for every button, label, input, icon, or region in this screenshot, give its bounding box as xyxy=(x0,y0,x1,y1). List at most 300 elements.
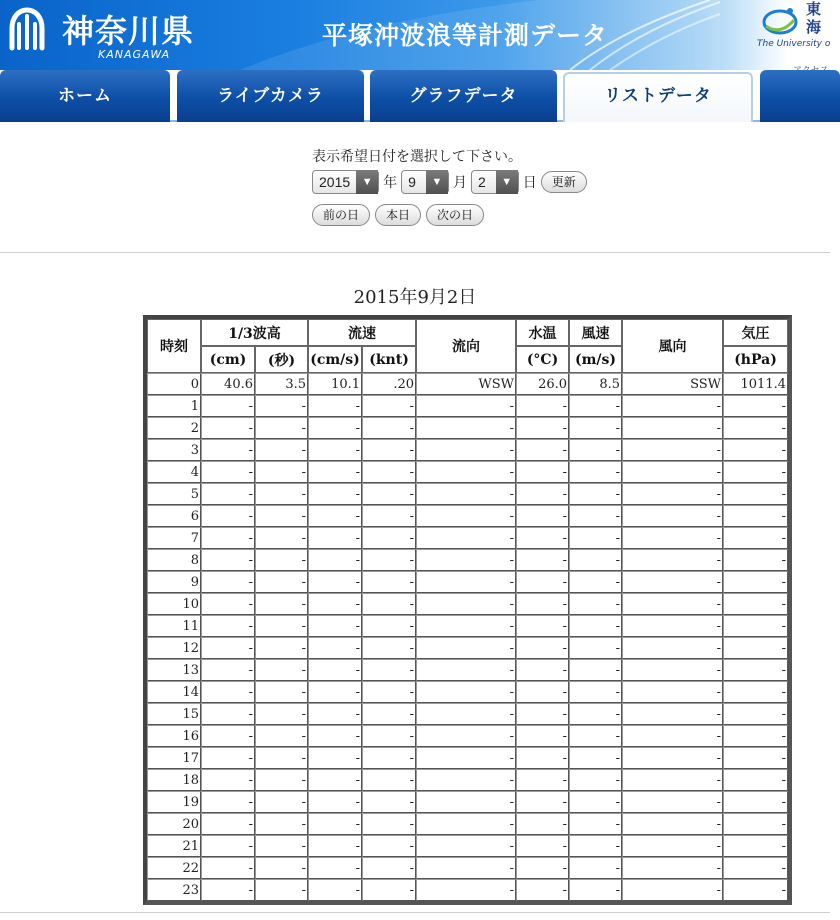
kanagawa-emblem-icon[interactable] xyxy=(4,6,50,52)
cell-wind-direction: - xyxy=(622,615,723,637)
cell-wind-direction: - xyxy=(622,483,723,505)
cell-hour: 14 xyxy=(147,681,201,703)
table-row xyxy=(147,835,788,857)
table-row xyxy=(147,549,788,571)
cell-wind-direction: - xyxy=(622,857,723,879)
cell-hour: 8 xyxy=(147,549,201,571)
cell-pressure: - xyxy=(723,747,788,769)
cell-wave-period: - xyxy=(255,527,308,549)
cell-wave-height: - xyxy=(201,769,255,791)
day-select[interactable] xyxy=(471,170,519,194)
cell-wind-direction: - xyxy=(622,417,723,439)
cell-current-direction: - xyxy=(416,615,516,637)
col-header-time: 時刻 xyxy=(147,319,201,373)
tokai-university-logo-icon[interactable] xyxy=(760,2,800,38)
cell-current-speed-knt: - xyxy=(362,659,416,681)
cell-current-speed-knt: - xyxy=(362,461,416,483)
cell-wind-speed: - xyxy=(569,593,622,615)
tab-live-camera[interactable]: ライブカメラ xyxy=(177,70,364,122)
cell-wave-period: - xyxy=(255,637,308,659)
chevron-down-icon[interactable]: ▼ xyxy=(426,170,448,194)
cell-wind-direction: - xyxy=(622,395,723,417)
cell-hour: 0 xyxy=(147,373,201,395)
cell-hour: 9 xyxy=(147,571,201,593)
cell-water-temp: - xyxy=(516,549,569,571)
cell-wind-speed: - xyxy=(569,549,622,571)
university-name-kanji: 東 海 xyxy=(806,0,822,36)
cell-current-speed-knt: - xyxy=(362,593,416,615)
table-row xyxy=(147,703,788,725)
cell-water-temp: 26.0 xyxy=(516,373,569,395)
cell-hour: 4 xyxy=(147,461,201,483)
table-header-row xyxy=(147,319,788,346)
cell-current-direction: - xyxy=(416,527,516,549)
cell-water-temp: - xyxy=(516,791,569,813)
prev-day-button[interactable]: 前の日 xyxy=(312,204,370,226)
cell-current-speed-cms: - xyxy=(308,725,362,747)
cell-pressure: - xyxy=(723,483,788,505)
main-nav xyxy=(0,70,830,122)
unit-celsius: (°C) xyxy=(516,346,569,373)
table-row xyxy=(147,769,788,791)
col-header-wind-speed: 風速 xyxy=(569,319,622,346)
cell-wind-speed: - xyxy=(569,813,622,835)
tab-list-data[interactable]: リストデータ xyxy=(563,72,753,122)
cell-wind-speed: - xyxy=(569,769,622,791)
cell-wave-period: - xyxy=(255,703,308,725)
cell-wave-height: - xyxy=(201,505,255,527)
cell-current-speed-knt: - xyxy=(362,857,416,879)
cell-hour: 21 xyxy=(147,835,201,857)
month-select-value: 9 xyxy=(408,174,416,190)
cell-wave-height: - xyxy=(201,637,255,659)
cell-water-temp: - xyxy=(516,769,569,791)
table-row xyxy=(147,417,788,439)
day-nav-row xyxy=(312,204,484,226)
cell-pressure: - xyxy=(723,505,788,527)
cell-current-speed-knt: - xyxy=(362,703,416,725)
site-header xyxy=(0,0,830,70)
cell-wind-speed: - xyxy=(569,417,622,439)
cell-wind-direction: - xyxy=(622,835,723,857)
cell-hour: 13 xyxy=(147,659,201,681)
cell-wave-height: - xyxy=(201,835,255,857)
cell-hour: 18 xyxy=(147,769,201,791)
cell-pressure: - xyxy=(723,681,788,703)
cell-current-direction: - xyxy=(416,835,516,857)
cell-wave-height: - xyxy=(201,813,255,835)
cell-current-direction: - xyxy=(416,769,516,791)
cell-wind-direction: - xyxy=(622,461,723,483)
col-header-pressure: 気圧 xyxy=(723,319,788,346)
cell-current-speed-cms: - xyxy=(308,461,362,483)
cell-current-direction: - xyxy=(416,483,516,505)
cell-current-speed-knt: - xyxy=(362,637,416,659)
cell-wind-direction: - xyxy=(622,527,723,549)
cell-wind-direction: - xyxy=(622,571,723,593)
cell-hour: 12 xyxy=(147,637,201,659)
cell-wave-height: - xyxy=(201,791,255,813)
cell-water-temp: - xyxy=(516,395,569,417)
update-button[interactable]: 更新 xyxy=(541,171,587,193)
table-row xyxy=(147,879,788,901)
cell-current-speed-cms: - xyxy=(308,483,362,505)
cell-current-speed-knt: - xyxy=(362,483,416,505)
cell-water-temp: - xyxy=(516,461,569,483)
cell-wind-speed: - xyxy=(569,659,622,681)
cell-current-speed-cms: - xyxy=(308,615,362,637)
table-row xyxy=(147,439,788,461)
cell-current-speed-cms: - xyxy=(308,703,362,725)
cell-wind-direction: - xyxy=(622,505,723,527)
cell-pressure: - xyxy=(723,439,788,461)
col-header-current-speed: 流速 xyxy=(308,319,416,346)
cell-pressure: 1011.4 xyxy=(723,373,788,395)
year-select-value: 2015 xyxy=(319,174,351,190)
cell-current-direction: - xyxy=(416,791,516,813)
col-header-water-temp: 水温 xyxy=(516,319,569,346)
table-row xyxy=(147,527,788,549)
cell-wave-period: - xyxy=(255,505,308,527)
cell-current-speed-cms: - xyxy=(308,593,362,615)
cell-hour: 23 xyxy=(147,879,201,901)
cell-pressure: - xyxy=(723,725,788,747)
cell-pressure: - xyxy=(723,835,788,857)
unit-cm-per-s: (cm/s) xyxy=(308,346,362,373)
table-row xyxy=(147,857,788,879)
cell-wave-period: - xyxy=(255,549,308,571)
cell-current-direction: - xyxy=(416,879,516,901)
cell-current-speed-knt: - xyxy=(362,769,416,791)
cell-water-temp: - xyxy=(516,835,569,857)
cell-pressure: - xyxy=(723,571,788,593)
cell-wind-speed: - xyxy=(569,703,622,725)
cell-wind-direction: - xyxy=(622,879,723,901)
cell-pressure: - xyxy=(723,527,788,549)
site-title: 平塚沖波浪等計測データ xyxy=(322,21,609,50)
today-button[interactable]: 本日 xyxy=(375,204,421,226)
cell-current-speed-cms: - xyxy=(308,527,362,549)
cell-wind-speed: - xyxy=(569,835,622,857)
cell-current-speed-cms: - xyxy=(308,659,362,681)
cell-wind-speed: 8.5 xyxy=(569,373,622,395)
cell-wind-speed: - xyxy=(569,681,622,703)
cell-current-speed-cms: - xyxy=(308,769,362,791)
prefecture-name-en: KANAGAWA xyxy=(98,48,171,61)
cell-wave-height: - xyxy=(201,659,255,681)
cell-water-temp: - xyxy=(516,571,569,593)
col-header-wave: 1/3波高 xyxy=(201,319,308,346)
cell-wave-height: - xyxy=(201,395,255,417)
cell-current-speed-knt: - xyxy=(362,527,416,549)
cell-current-speed-cms: - xyxy=(308,439,362,461)
cell-wave-height: - xyxy=(201,527,255,549)
cell-wind-speed: - xyxy=(569,637,622,659)
cell-wave-height: - xyxy=(201,747,255,769)
cell-current-speed-knt: .20 xyxy=(362,373,416,395)
cell-wave-period: - xyxy=(255,615,308,637)
table-row xyxy=(147,395,788,417)
selector-instruction: 表示希望日付を選択して下さい。 xyxy=(312,149,522,165)
cell-wind-direction: - xyxy=(622,725,723,747)
year-select[interactable] xyxy=(312,170,379,194)
table-row xyxy=(147,615,788,637)
cell-wave-period: - xyxy=(255,659,308,681)
cell-wave-height: - xyxy=(201,857,255,879)
cell-wave-period: - xyxy=(255,769,308,791)
cell-pressure: - xyxy=(723,813,788,835)
cell-water-temp: - xyxy=(516,747,569,769)
cell-water-temp: - xyxy=(516,505,569,527)
table-row xyxy=(147,747,788,769)
cell-current-speed-knt: - xyxy=(362,417,416,439)
unit-hpa: (hPa) xyxy=(723,346,788,373)
divider xyxy=(0,252,830,253)
cell-wave-height: - xyxy=(201,615,255,637)
cell-current-direction: - xyxy=(416,659,516,681)
col-header-wind-direction: 風向 xyxy=(622,319,723,373)
cell-wave-period: - xyxy=(255,681,308,703)
next-day-button[interactable]: 次の日 xyxy=(426,204,484,226)
cell-wave-period: - xyxy=(255,395,308,417)
cell-current-speed-knt: - xyxy=(362,879,416,901)
cell-water-temp: - xyxy=(516,813,569,835)
cell-wave-period: - xyxy=(255,439,308,461)
cell-wind-speed: - xyxy=(569,857,622,879)
cell-current-direction: - xyxy=(416,549,516,571)
cell-pressure: - xyxy=(723,637,788,659)
prefecture-name[interactable]: 神奈川県 xyxy=(62,12,195,50)
cell-current-speed-cms: - xyxy=(308,835,362,857)
cell-wave-height: - xyxy=(201,417,255,439)
day-unit-label: 日 xyxy=(522,175,537,191)
cell-wind-direction: - xyxy=(622,637,723,659)
cell-hour: 2 xyxy=(147,417,201,439)
hourly-data-table xyxy=(143,315,792,905)
cell-current-speed-cms: - xyxy=(308,681,362,703)
cell-water-temp: - xyxy=(516,593,569,615)
cell-current-speed-knt: - xyxy=(362,571,416,593)
cell-pressure: - xyxy=(723,879,788,901)
cell-current-speed-knt: - xyxy=(362,835,416,857)
cell-current-direction: - xyxy=(416,637,516,659)
cell-wave-period: - xyxy=(255,791,308,813)
cell-current-direction: - xyxy=(416,417,516,439)
year-unit-label: 年 xyxy=(383,175,398,191)
cell-current-speed-cms: - xyxy=(308,637,362,659)
cell-wind-speed: - xyxy=(569,483,622,505)
unit-seconds: (秒) xyxy=(255,346,308,373)
cell-current-direction: - xyxy=(416,857,516,879)
cell-hour: 6 xyxy=(147,505,201,527)
day-select-value: 2 xyxy=(477,174,486,190)
cell-wind-direction: - xyxy=(622,703,723,725)
cell-hour: 19 xyxy=(147,791,201,813)
cell-wave-period: - xyxy=(255,417,308,439)
cell-current-direction: WSW xyxy=(416,373,516,395)
table-row xyxy=(147,461,788,483)
cell-current-direction: - xyxy=(416,461,516,483)
cell-wind-direction: - xyxy=(622,439,723,461)
date-select-row xyxy=(312,170,587,194)
table-row xyxy=(147,791,788,813)
cell-hour: 7 xyxy=(147,527,201,549)
cell-pressure: - xyxy=(723,703,788,725)
cell-wave-period: - xyxy=(255,813,308,835)
cell-hour: 5 xyxy=(147,483,201,505)
cell-pressure: - xyxy=(723,395,788,417)
cell-wave-period: - xyxy=(255,857,308,879)
cell-pressure: - xyxy=(723,857,788,879)
cell-current-speed-knt: - xyxy=(362,813,416,835)
university-name-en: The University o xyxy=(757,39,831,49)
cell-wave-period: - xyxy=(255,461,308,483)
cell-hour: 20 xyxy=(147,813,201,835)
cell-water-temp: - xyxy=(516,615,569,637)
cell-current-speed-cms: - xyxy=(308,813,362,835)
cell-water-temp: - xyxy=(516,637,569,659)
cell-water-temp: - xyxy=(516,725,569,747)
cell-water-temp: - xyxy=(516,439,569,461)
cell-wave-period: - xyxy=(255,483,308,505)
cell-wave-period: - xyxy=(255,879,308,901)
cell-wave-height: - xyxy=(201,549,255,571)
table-row xyxy=(147,659,788,681)
cell-current-direction: - xyxy=(416,747,516,769)
tab-overflow[interactable] xyxy=(760,70,840,122)
cell-hour: 22 xyxy=(147,857,201,879)
cell-pressure: - xyxy=(723,791,788,813)
cell-wave-height: - xyxy=(201,703,255,725)
cell-wave-period: - xyxy=(255,835,308,857)
cell-water-temp: - xyxy=(516,681,569,703)
cell-wind-speed: - xyxy=(569,461,622,483)
table-row xyxy=(147,637,788,659)
cell-wave-period: 3.5 xyxy=(255,373,308,395)
table-body xyxy=(147,373,788,901)
table-date-title: 2015年9月2日 xyxy=(353,287,477,308)
bottom-divider xyxy=(0,912,830,913)
cell-pressure: - xyxy=(723,659,788,681)
cell-current-direction: - xyxy=(416,571,516,593)
cell-wind-speed: - xyxy=(569,439,622,461)
table-row xyxy=(147,725,788,747)
cell-current-speed-knt: - xyxy=(362,395,416,417)
cell-wind-direction: - xyxy=(622,681,723,703)
table-row xyxy=(147,483,788,505)
cell-current-speed-cms: - xyxy=(308,395,362,417)
cell-wind-speed: - xyxy=(569,571,622,593)
cell-current-speed-cms: - xyxy=(308,879,362,901)
cell-wave-height: - xyxy=(201,593,255,615)
cell-pressure: - xyxy=(723,461,788,483)
cell-current-speed-knt: - xyxy=(362,549,416,571)
cell-wind-speed: - xyxy=(569,527,622,549)
cell-wave-period: - xyxy=(255,725,308,747)
cell-current-speed-cms: - xyxy=(308,505,362,527)
cell-wave-height: - xyxy=(201,879,255,901)
cell-hour: 1 xyxy=(147,395,201,417)
cell-wave-period: - xyxy=(255,593,308,615)
tab-graph-data[interactable]: グラフデータ xyxy=(370,70,557,122)
cell-current-speed-knt: - xyxy=(362,439,416,461)
cell-hour: 10 xyxy=(147,593,201,615)
cell-wave-period: - xyxy=(255,747,308,769)
cell-current-speed-cms: 10.1 xyxy=(308,373,362,395)
cell-current-speed-cms: - xyxy=(308,549,362,571)
cell-current-direction: - xyxy=(416,703,516,725)
cell-current-direction: - xyxy=(416,813,516,835)
cell-current-speed-knt: - xyxy=(362,615,416,637)
cell-wave-height: - xyxy=(201,571,255,593)
cell-current-speed-knt: - xyxy=(362,505,416,527)
cell-wave-height: - xyxy=(201,483,255,505)
cell-wind-direction: - xyxy=(622,549,723,571)
table-row xyxy=(147,505,788,527)
cell-current-direction: - xyxy=(416,505,516,527)
cell-wind-direction: SSW xyxy=(622,373,723,395)
cell-wind-direction: - xyxy=(622,659,723,681)
cell-wind-speed: - xyxy=(569,879,622,901)
date-selector xyxy=(312,146,576,222)
cell-wave-height: - xyxy=(201,439,255,461)
cell-wind-speed: - xyxy=(569,615,622,637)
cell-hour: 3 xyxy=(147,439,201,461)
cell-wind-speed: - xyxy=(569,725,622,747)
table-row xyxy=(147,593,788,615)
cell-current-direction: - xyxy=(416,725,516,747)
month-select[interactable] xyxy=(401,170,449,194)
chevron-down-icon[interactable]: ▼ xyxy=(356,170,378,194)
cell-current-direction: - xyxy=(416,395,516,417)
chevron-down-icon[interactable]: ▼ xyxy=(496,170,518,194)
cell-hour: 16 xyxy=(147,725,201,747)
table-row xyxy=(147,571,788,593)
cell-wave-period: - xyxy=(255,571,308,593)
cell-wind-direction: - xyxy=(622,769,723,791)
cell-current-speed-cms: - xyxy=(308,747,362,769)
cell-current-speed-cms: - xyxy=(308,571,362,593)
cell-water-temp: - xyxy=(516,879,569,901)
cell-wind-speed: - xyxy=(569,747,622,769)
cell-current-speed-cms: - xyxy=(308,417,362,439)
unit-cm: (cm) xyxy=(201,346,255,373)
table-row xyxy=(147,373,788,395)
cell-pressure: - xyxy=(723,549,788,571)
cell-pressure: - xyxy=(723,615,788,637)
cell-hour: 15 xyxy=(147,703,201,725)
cell-wind-direction: - xyxy=(622,593,723,615)
cell-water-temp: - xyxy=(516,857,569,879)
cell-wave-height: - xyxy=(201,681,255,703)
cell-hour: 11 xyxy=(147,615,201,637)
unit-knot: (knt) xyxy=(362,346,416,373)
tab-home[interactable]: ホーム xyxy=(0,70,170,122)
cell-water-temp: - xyxy=(516,483,569,505)
cell-wind-speed: - xyxy=(569,395,622,417)
cell-current-speed-knt: - xyxy=(362,791,416,813)
cell-pressure: - xyxy=(723,593,788,615)
cell-current-direction: - xyxy=(416,681,516,703)
table-row xyxy=(147,813,788,835)
cell-water-temp: - xyxy=(516,659,569,681)
cell-wave-height: - xyxy=(201,461,255,483)
cell-wind-direction: - xyxy=(622,813,723,835)
cell-current-speed-knt: - xyxy=(362,725,416,747)
cell-wind-direction: - xyxy=(622,747,723,769)
cell-wind-direction: - xyxy=(622,791,723,813)
cell-current-speed-cms: - xyxy=(308,857,362,879)
